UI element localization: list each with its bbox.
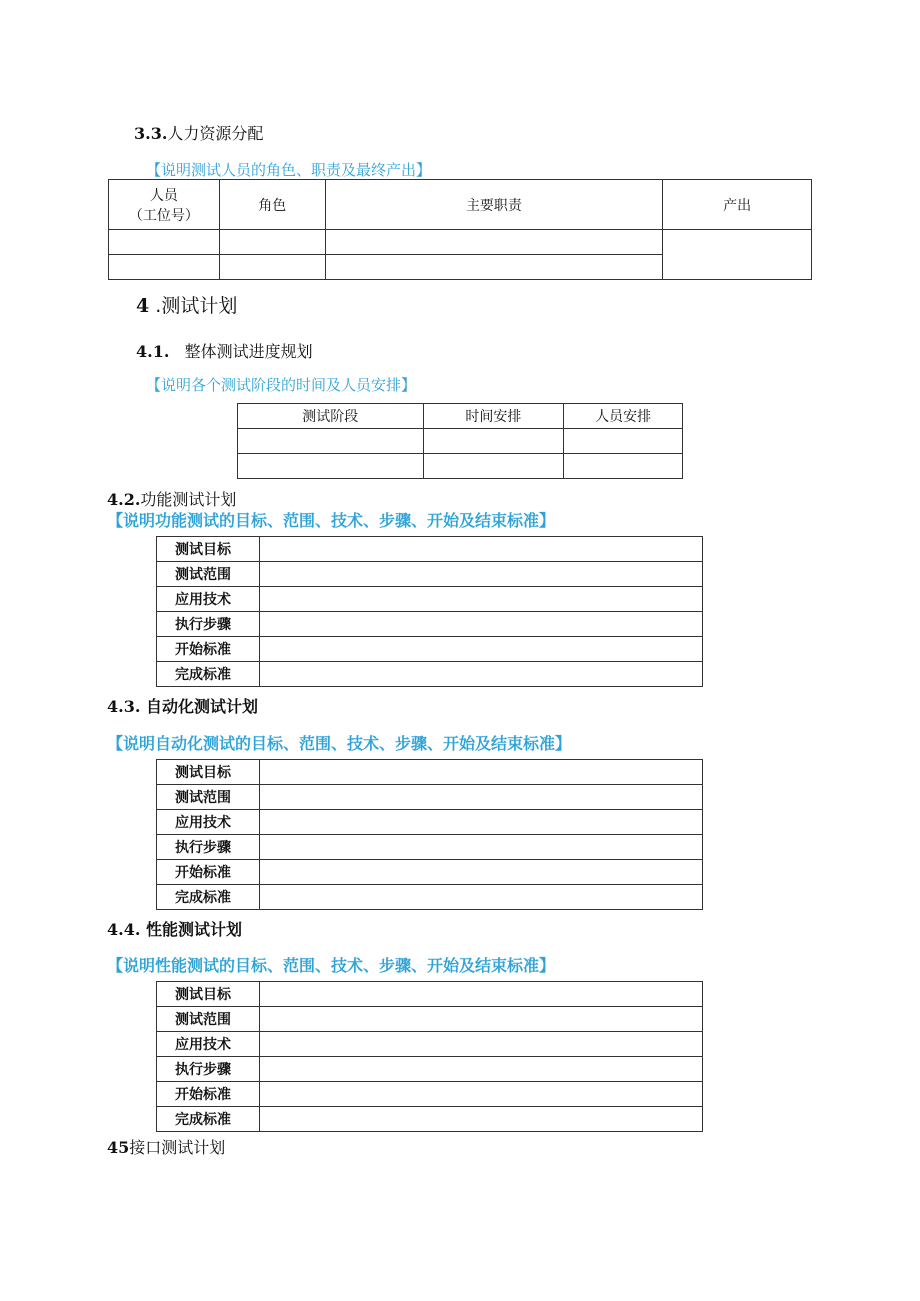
table-cell [325, 230, 662, 255]
table-cell [260, 562, 703, 587]
section-4-4-note: 【说明性能测试的目标、范围、技术、步骤、开始及结束标准】 [107, 956, 556, 975]
section-title: 自动化测试计划 [145, 697, 258, 716]
section-number: 3.3. [134, 124, 168, 143]
table-cell-output [663, 230, 812, 280]
section-4-3-note: 【说明自动化测试的目标、范围、技术、步骤、开始及结束标准】 [107, 734, 572, 753]
table-row [157, 885, 703, 910]
table-row [157, 1082, 703, 1107]
section-title: 性能测试计划 [145, 920, 242, 939]
table-cell [260, 885, 703, 910]
table-cell [260, 1082, 703, 1107]
table-cell [238, 429, 424, 454]
table-cell [219, 230, 325, 255]
row-label: 测试目标 [157, 760, 260, 785]
table-cell [238, 454, 424, 479]
table-cell [260, 662, 703, 687]
section-number: 4.1. [136, 342, 170, 361]
section-4-4-heading [107, 917, 242, 940]
table-header-row [109, 180, 812, 230]
section-4-1-heading [136, 339, 313, 362]
header-person-line2: （工位号） [128, 207, 199, 224]
table-cell [109, 230, 220, 255]
section-number: 4.4. [107, 920, 141, 939]
table-row [157, 1057, 703, 1082]
section-number: 45 [107, 1138, 130, 1157]
table-row [157, 612, 703, 637]
table-cell [260, 537, 703, 562]
table-cell [260, 587, 703, 612]
performance-test-table [156, 981, 703, 1132]
table-cell [260, 982, 703, 1007]
table-cell [260, 785, 703, 810]
table-row [157, 810, 703, 835]
section-3-3-heading [134, 121, 263, 144]
row-label: 测试范围 [157, 785, 260, 810]
header-person-line1: 人员 [149, 187, 178, 204]
row-label: 测试范围 [157, 562, 260, 587]
section-number: 4.3. [107, 697, 141, 716]
header-phase: 测试阶段 [238, 404, 424, 429]
table-cell [423, 429, 564, 454]
table-cell [109, 255, 220, 280]
table-row [238, 454, 683, 479]
table-cell [260, 1032, 703, 1057]
table-row [109, 230, 812, 255]
section-4-2-note: 【说明功能测试的目标、范围、技术、步骤、开始及结束标准】 [107, 511, 556, 530]
section-title: 接口测试计划 [129, 1138, 226, 1157]
table-cell [260, 835, 703, 860]
table-cell [260, 760, 703, 785]
header-person [109, 180, 220, 230]
table-row [157, 537, 703, 562]
row-label: 应用技术 [157, 1032, 260, 1057]
table-row [157, 1107, 703, 1132]
table-row [157, 760, 703, 785]
row-label: 开始标准 [157, 1082, 260, 1107]
table-header-row [238, 404, 683, 429]
table-cell [564, 454, 683, 479]
section-3-3-note: 【说明测试人员的角色、职责及最终产出】 [146, 161, 432, 179]
section-4-3-heading [107, 694, 258, 717]
row-label: 应用技术 [157, 810, 260, 835]
table-row [157, 587, 703, 612]
table-cell [423, 454, 564, 479]
table-cell [260, 1007, 703, 1032]
table-cell [260, 810, 703, 835]
table-row [238, 429, 683, 454]
row-label: 测试范围 [157, 1007, 260, 1032]
table-cell [325, 255, 662, 280]
table-row [157, 785, 703, 810]
row-label: 测试目标 [157, 537, 260, 562]
table-row [157, 835, 703, 860]
table-row [157, 1007, 703, 1032]
row-label: 完成标准 [157, 662, 260, 687]
automation-test-table [156, 759, 703, 910]
row-label: 开始标准 [157, 860, 260, 885]
table-cell [219, 255, 325, 280]
header-time: 时间安排 [423, 404, 564, 429]
table-cell [260, 860, 703, 885]
table-cell [260, 1057, 703, 1082]
section-title: 功能测试计划 [140, 490, 237, 509]
row-label: 完成标准 [157, 885, 260, 910]
table-cell [260, 1107, 703, 1132]
hr-allocation-table [108, 179, 812, 280]
table-cell [260, 637, 703, 662]
section-4-2-heading [107, 487, 236, 510]
table-row [157, 637, 703, 662]
section-4-heading [136, 291, 237, 318]
table-row [157, 562, 703, 587]
row-label: 开始标准 [157, 637, 260, 662]
table-cell [564, 429, 683, 454]
functional-test-table [156, 536, 703, 687]
section-4-1-note: 【说明各个测试阶段的时间及人员安排】 [146, 376, 417, 394]
table-cell [260, 612, 703, 637]
section-number: 4 [136, 295, 150, 317]
header-role: 角色 [219, 180, 325, 230]
section-4-5-heading [107, 1135, 225, 1158]
schedule-table [237, 403, 683, 479]
row-label: 测试目标 [157, 982, 260, 1007]
table-row [157, 662, 703, 687]
row-label: 完成标准 [157, 1107, 260, 1132]
table-row [157, 982, 703, 1007]
table-row [157, 1032, 703, 1057]
row-label: 执行步骤 [157, 1057, 260, 1082]
header-staff: 人员安排 [564, 404, 683, 429]
row-label: 执行步骤 [157, 835, 260, 860]
section-title: .测试计划 [155, 295, 238, 317]
section-title: 整体测试进度规划 [184, 342, 313, 361]
header-output: 产出 [663, 180, 812, 230]
header-duty: 主要职责 [325, 180, 662, 230]
row-label: 执行步骤 [157, 612, 260, 637]
table-row [157, 860, 703, 885]
section-title: 人力资源分配 [167, 124, 264, 143]
section-number: 4.2. [107, 490, 141, 509]
row-label: 应用技术 [157, 587, 260, 612]
